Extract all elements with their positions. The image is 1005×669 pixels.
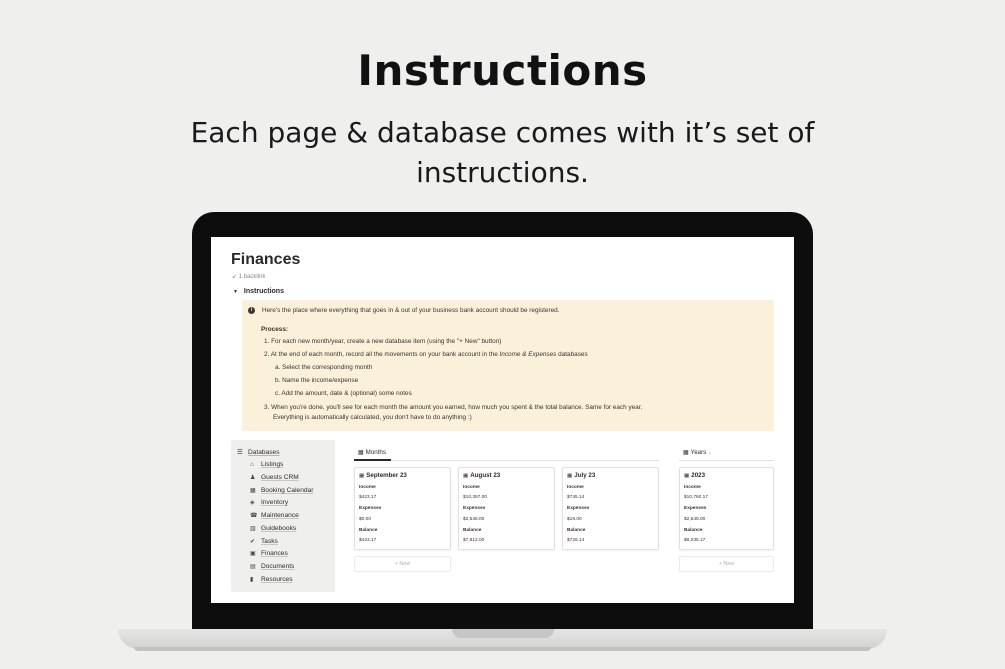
- page-title: Finances: [231, 251, 301, 268]
- expenses-label: Expenses: [359, 506, 382, 511]
- income-value: $10,357.00: [463, 495, 488, 500]
- bookmark-icon: ▮: [250, 577, 254, 583]
- backlink-label: 1 backlink: [238, 274, 266, 280]
- income-value: $10,760.17: [684, 495, 709, 500]
- income-value: $745.14: [567, 495, 585, 500]
- income-label: Income: [684, 485, 701, 490]
- balance-label: Balance: [684, 528, 703, 533]
- calendar-icon: ▦: [567, 473, 573, 479]
- tab-months-label: Months: [365, 449, 386, 456]
- sidebar-item-label: Resources: [261, 576, 293, 583]
- document-icon: ▤: [250, 564, 256, 570]
- step-2-suffix: databases: [556, 351, 588, 358]
- balance-label: Balance: [567, 528, 586, 533]
- sidebar-item-documents[interactable]: [250, 563, 294, 570]
- card-title-text: 2023: [691, 472, 706, 479]
- database-icon: ☰: [237, 449, 243, 456]
- phone-icon: ☎: [250, 513, 258, 519]
- sidebar-item-label: Documents: [261, 563, 295, 570]
- databases-sidebar: [231, 440, 335, 592]
- calendar-icon: ▦: [250, 488, 256, 494]
- sidebar-item-maintenance[interactable]: [250, 512, 299, 519]
- databases-heading-label: Databases: [248, 449, 280, 456]
- sidebar-item-label: Booking Calendar: [261, 487, 314, 494]
- card-title-text: September 23: [366, 472, 407, 479]
- databases-heading[interactable]: [237, 448, 280, 456]
- home-icon: ⌂: [250, 462, 254, 468]
- month-card-august-23[interactable]: [458, 467, 555, 550]
- sidebar-item-booking-calendar[interactable]: [250, 487, 313, 494]
- sidebar-item-tasks[interactable]: [250, 538, 278, 545]
- card-title-text: July 23: [574, 472, 596, 479]
- sidebar-item-label: Inventory: [261, 499, 289, 506]
- sidebar-item-inventory[interactable]: [250, 499, 288, 506]
- income-label: Income: [359, 485, 376, 490]
- step-2c: c. Add the amount, date & (optional) some notes: [275, 390, 412, 397]
- sidebar-item-label: Maintenance: [261, 512, 299, 519]
- step-2: [264, 351, 588, 358]
- sidebar-item-label: Guests CRM: [261, 474, 299, 481]
- sidebar-item-finances[interactable]: [250, 550, 288, 557]
- calendar-icon: ▦: [359, 473, 365, 479]
- months-new-button[interactable]: + New: [354, 556, 451, 572]
- income-label: Income: [567, 485, 584, 490]
- step-2b: b. Name the income/expense: [275, 377, 359, 384]
- balance-value: $726.14: [567, 538, 585, 543]
- month-card-july-23[interactable]: [562, 467, 659, 550]
- calendar-icon: ▦: [683, 450, 689, 456]
- card-title: [567, 472, 595, 479]
- balance-label: Balance: [359, 528, 378, 533]
- card-title: [359, 472, 407, 479]
- card-title-text: August 23: [470, 472, 501, 479]
- hero-title: Instructions: [357, 46, 648, 95]
- toggle-label: Instructions: [243, 288, 284, 295]
- laptop-notch: [452, 629, 554, 638]
- balance-value: $8,235.17: [684, 538, 706, 543]
- step-2a: a. Select the corresponding month: [275, 364, 373, 371]
- card-title: [463, 472, 500, 479]
- sidebar-item-listings[interactable]: [250, 461, 283, 468]
- check-circle-icon: ✔: [250, 539, 256, 545]
- card-title: [684, 472, 705, 479]
- expenses-value: $2,545.00: [463, 517, 485, 522]
- balance-value: $7,812.00: [463, 538, 485, 543]
- calendar-icon: ▦: [463, 473, 469, 479]
- notion-screen: [211, 237, 794, 603]
- expenses-value: $19.00: [567, 517, 582, 522]
- books-icon: ▥: [250, 526, 256, 532]
- expenses-value: $0.00: [359, 517, 372, 522]
- laptop-base-shadow: [134, 647, 871, 651]
- tab-years-label: Years: [690, 449, 707, 456]
- income-value: $423.17: [359, 495, 377, 500]
- month-card-september-23[interactable]: [354, 467, 451, 550]
- hero-subtitle: Each page & database comes with it’s set of instructions.: [190, 116, 815, 189]
- balance-label: Balance: [463, 528, 482, 533]
- instructions-toggle[interactable]: [233, 288, 284, 295]
- expenses-value: $2,545.00: [684, 517, 706, 522]
- expenses-label: Expenses: [684, 506, 707, 511]
- callout-intro: Here's the place where everything that goes in & out of your business bank account should be registered.: [262, 307, 560, 314]
- chevron-down-icon: ⌄: [708, 450, 712, 455]
- step-2-em: Income & Expenses: [499, 351, 557, 358]
- sidebar-item-guests-crm[interactable]: [250, 474, 299, 481]
- step-2-prefix: 2. At the end of each month, record all the movements on your bank account in the: [264, 351, 500, 358]
- step-3-continued: Everything is automatically calculated, you don't have to do anything :): [273, 414, 472, 421]
- sidebar-item-label: Listings: [261, 461, 284, 468]
- expenses-label: Expenses: [567, 506, 590, 511]
- people-icon: ♟: [250, 475, 256, 481]
- year-card-2023[interactable]: [679, 467, 774, 550]
- tab-years[interactable]: [683, 449, 712, 456]
- box-icon: ◈: [250, 500, 255, 506]
- tab-months[interactable]: [358, 449, 386, 456]
- years-tab-divider: [679, 460, 774, 461]
- process-label: Process:: [261, 326, 288, 333]
- step-3: 3. When you're done, you'll see for each month the amount you earned, how much you spent & the total balance. Same for each year.: [264, 404, 643, 411]
- backlink-link[interactable]: [232, 273, 265, 280]
- money-icon: ▣: [250, 551, 256, 557]
- expenses-label: Expenses: [463, 506, 486, 511]
- calendar-icon: ▦: [684, 473, 690, 479]
- years-new-button[interactable]: + New: [679, 556, 774, 572]
- backlink-arrow-icon: ↙: [232, 274, 238, 280]
- balance-value: $423.17: [359, 538, 377, 543]
- calendar-icon: ▦: [358, 450, 364, 456]
- months-tab-divider: [354, 460, 659, 461]
- sidebar-item-label: Finances: [261, 550, 288, 557]
- sidebar-item-resources[interactable]: [250, 576, 293, 583]
- step-1: 1. For each new month/year, create a new database item (using the "+ New" button): [264, 338, 502, 345]
- instructions-callout: [242, 300, 774, 431]
- sidebar-item-guidebooks[interactable]: [250, 525, 296, 532]
- info-icon: i: [248, 307, 255, 314]
- sidebar-item-label: Tasks: [261, 538, 278, 545]
- months-tab-indicator: [354, 459, 391, 461]
- income-label: Income: [463, 485, 480, 490]
- sidebar-item-label: Guidebooks: [261, 525, 297, 532]
- toggle-triangle-icon: ▼: [233, 289, 238, 295]
